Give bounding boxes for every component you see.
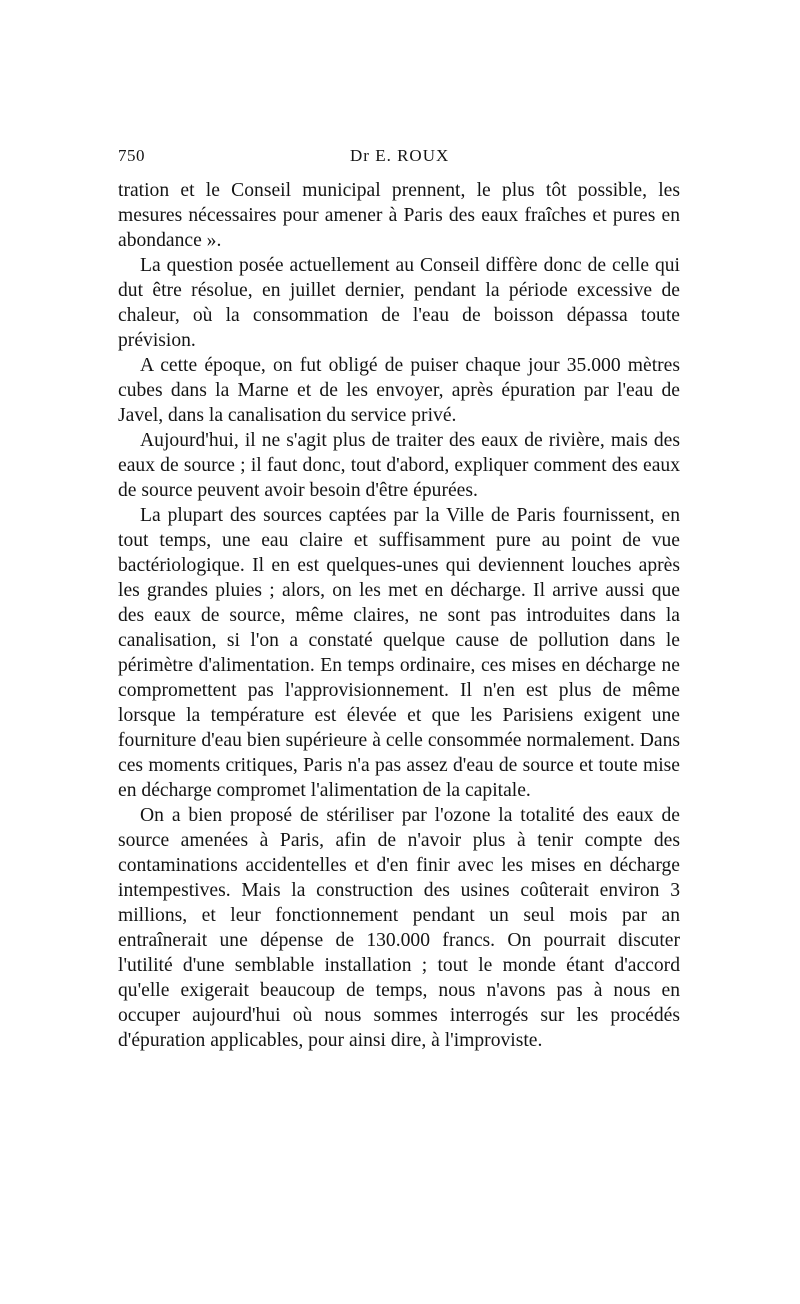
paragraph-sources: La plupart des sources captées par la Ville de Paris fournissent, en tout temps, une eau claire et suffisamment pure au point de vue bactériologique. Il en est quelques-unes qui deviennent louches après les grandes pluies ; alors, on les met en décharge. Il arrive aussi que des eaux de source, même claires, ne sont pas introduites dans la canalisation, si l'on a constaté quelque cause de pollution dans le périmètre d'alimentation. En temps ordinaire, ces mises en décharge ne compromettent pas l'approvisionnement. Il n'en est plus de même lorsque la température est élevée et que les Parisiens exigent une fourniture d'eau bien supérieure à celle consommée normalement. Dans ces moments critiques, Paris n'a pas assez d'eau de source et toute mise en décharge compromet l'alimentation de la capitale.	[118, 505, 680, 801]
paragraph-question: La question posée actuellement au Conseil diffère donc de celle qui dut être résolue, en juillet dernier, pendant la période excessive de chaleur, où la consommation de l'eau de boisson dépassa toute prévision.	[118, 255, 680, 351]
paragraph-ozone: On a bien proposé de stériliser par l'ozone la totalité des eaux de source amenées à Paris, afin de n'avoir plus à tenir compte des contaminations accidentelles et d'en finir avec les mises en décharge intempestives. Mais la construction des usines coûterait environ 3 millions, et leur fonctionnement pendant un seul mois par an entraînerait une dépense de 130.000 francs. On pourrait discuter l'utilité d'une semblable installation ; tout le monde étant d'accord qu'elle exigerait beaucoup de temps, nous n'avons pas à nous en occuper aujourd'hui où nous sommes interrogés sur les procédés d'épuration applicables, pour ainsi dire, à l'improviste.	[118, 805, 680, 1051]
page-header	[118, 146, 680, 170]
page-number: 750	[118, 146, 145, 165]
body-text	[118, 178, 680, 1053]
paragraph-aujourdhui: Aujourd'hui, il ne s'agit plus de traiter des eaux de rivière, mais des eaux de source ; il faut donc, tout d'abord, expliquer comment des eaux de source peuvent avoir besoin d'être épurées.	[118, 430, 680, 501]
paragraph-epoque: A cette époque, on fut obligé de puiser chaque jour 35.000 mètres cubes dans la Marne et de les envoyer, après épuration par l'eau de Javel, dans la canalisation du service privé.	[118, 355, 680, 426]
paragraph-continuation: tration et le Conseil municipal prennent, le plus tôt possible, les mesures nécessaires pour amener à Paris des eaux fraîches et pures en abondance ».	[118, 180, 680, 251]
running-head: Dr E. ROUX	[350, 146, 450, 165]
